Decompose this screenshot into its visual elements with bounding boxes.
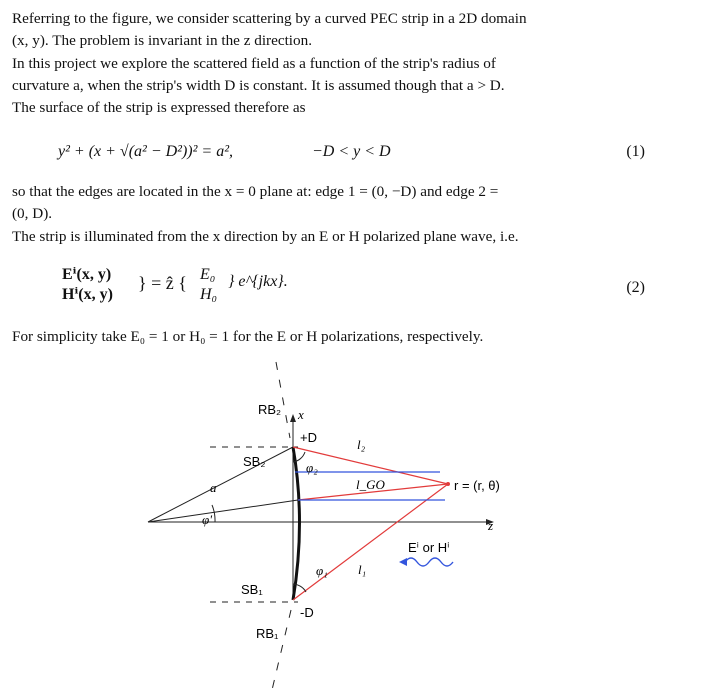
text-line: The strip is illuminated from the x direction by an E or H polarized plane wave, i.e. xyxy=(12,228,519,245)
pec-strip xyxy=(293,447,300,600)
minus-d-label: -D xyxy=(300,605,314,620)
incident-wave-icon xyxy=(405,558,453,566)
rb1-boundary-line xyxy=(272,610,291,690)
e-field-term: Eⁱ(x, y) xyxy=(62,266,112,283)
rb1-label: RB₁ xyxy=(256,626,279,641)
text-line: In this project we explore the scattered field as a function of the strip's radius of xyxy=(12,55,496,72)
z-axis-label: z xyxy=(488,518,494,533)
lgo-label: l_GO xyxy=(356,477,385,492)
phi1-label: φ₁ xyxy=(316,563,328,578)
x-axis-arrowhead xyxy=(290,414,296,422)
sb2-label: SB₂ xyxy=(243,454,266,469)
h-field-term: Hⁱ(x, y) xyxy=(62,286,113,303)
l2-label: l₂ xyxy=(357,437,366,452)
observation-point xyxy=(446,482,450,486)
sb1-label: SB₁ xyxy=(241,582,263,597)
text-line: The surface of the strip is expressed therefore as xyxy=(12,99,306,116)
text-line: curvature a, when the strip's width D is constant. It is assumed though that a > D. xyxy=(12,77,505,94)
l1-label: l₁ xyxy=(358,562,367,577)
radius-line xyxy=(148,447,293,522)
phi-prime-label: φ' xyxy=(202,512,212,527)
rb2-label: RB₂ xyxy=(258,402,282,417)
h0-term: H₀ xyxy=(200,286,218,303)
equation-1-lhs: y² + (x + √(a² − D²))² = a², xyxy=(58,143,234,160)
phi2-label: φ₂ xyxy=(306,460,318,475)
text-line: For simplicity take E₀ = 1 or H₀ = 1 for the E or H polarizations, respectively. xyxy=(12,328,484,345)
phi-prime-arc xyxy=(212,505,215,522)
equation-2-number: (2) xyxy=(626,279,645,296)
equation-1-number: (1) xyxy=(626,143,645,160)
incident-field-label: Eⁱ or Hⁱ xyxy=(408,540,450,555)
incident-wave-arrowhead xyxy=(399,558,407,566)
plus-d-label: +D xyxy=(300,430,317,445)
equation-2-exp: } e^{jkx}. xyxy=(228,273,288,290)
text-line: Referring to the figure, we consider scattering by a curved PEC strip in a 2D domain xyxy=(12,10,527,27)
rb2-boundary-line xyxy=(276,362,290,438)
text-line: so that the edges are located in the x = 0 plane at: edge 1 = (0, −D) and edge 2 = xyxy=(12,183,499,200)
observation-point-label: r = (r, θ) xyxy=(454,478,500,493)
x-axis-label: x xyxy=(298,407,304,422)
radius-a-label: a xyxy=(210,480,217,495)
text-line: (x, y). The problem is invariant in the z direction. xyxy=(12,32,313,49)
equation-2-brace: } = ẑ { xyxy=(138,273,187,293)
equation-1-range: −D < y < D xyxy=(312,143,391,160)
e0-term: E₀ xyxy=(200,266,216,283)
text-line: (0, D). xyxy=(12,205,53,222)
center-to-strip-line xyxy=(148,500,298,522)
